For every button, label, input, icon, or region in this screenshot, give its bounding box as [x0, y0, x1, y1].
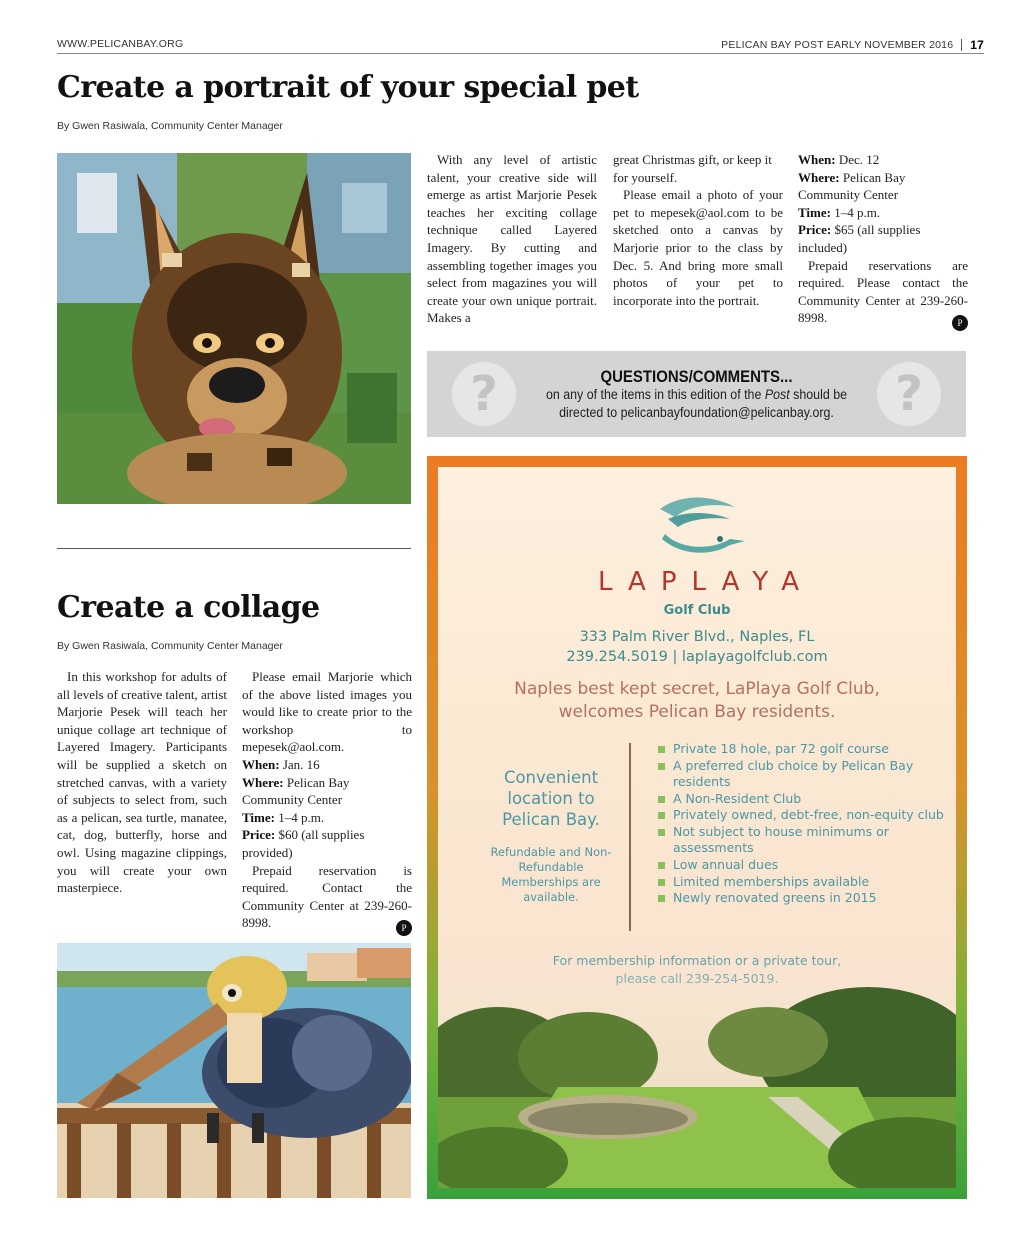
ad-feature-item: A preferred club choice by Pelican Bay residents: [658, 758, 956, 790]
header-publication: PELICAN BAY POST EARLY NOVEMBER 2016: [721, 39, 954, 51]
article2-col2-p1: Please email Marjorie which of the above listed images you would like to create prior to the workshop to mepesek@aol.com.: [242, 669, 412, 755]
article1-where: Where: Pelican Bay Community Center: [798, 169, 906, 203]
ad-tagline-1: Naples best kept secret, LaPlaya Golf Club,: [514, 679, 880, 699]
end-mark-icon: P: [952, 315, 968, 331]
dog-collage-svg: [57, 153, 411, 504]
ad-phone-website[interactable]: 239.254.5019 | laplayagolfclub.com: [566, 649, 828, 665]
ad-feature-item: Privately owned, debt-free, non-equity club: [658, 807, 956, 823]
ad-inner-panel: [438, 467, 956, 1188]
question-mark-icon: ?: [877, 362, 941, 426]
ad-feature-item: Limited memberships available: [658, 874, 956, 890]
ad-feature-item: Newly renovated greens in 2015: [658, 890, 956, 906]
article1-col3: [798, 151, 968, 331]
end-mark-icon: P: [396, 920, 412, 936]
article2-closing: Prepaid reservation is required. Contact the Community Center at 239-260-8998.: [242, 862, 412, 931]
article1-col2-p1: great Christmas gift, or keep it for yourself.: [613, 152, 772, 185]
header-rule: [57, 53, 984, 54]
article2-col1-text: In this workshop for adults of all levels of creative talent, artist Marjorie Pesek will teach her unique collage art technique of Layered Imagery. Participants will be supplied a sketch on stretched canvas, with a variety of subjects to select from, such as a pelican, sea turtle, manatee, cat, dog, butterfly, horse and owl. Using magazine clippings, you will create your own masterpiece.: [57, 669, 227, 896]
article2-col1: [57, 668, 227, 897]
article1-byline: By Gwen Rasiwala, Community Center Manager: [57, 120, 283, 132]
article1-col1-text: With any level of artistic talent, your creative side will emerge as artist Marjorie Pesek teaches her exciting collage technique called Layered Imagery. By cutting and assembling together images you select from magazines you will create your own unique portrait. Makes a: [427, 152, 597, 326]
questions-title: QUESTIONS/COMMENTS...: [600, 367, 793, 386]
article1-title: Create a portrait of your special pet: [57, 70, 639, 105]
ad-convenient-location: Convenient location to Pelican Bay.: [502, 768, 600, 829]
laplaya-advertisement[interactable]: [427, 456, 967, 1199]
header-website: WWW.PELICANBAY.ORG: [57, 38, 184, 50]
pelican-collage-svg: [57, 943, 411, 1198]
article1-col1: [427, 151, 597, 327]
ad-brand-name: LAPLAYA: [597, 567, 815, 597]
ad-refundable-note: Refundable and Non-Refundable Memberships are available.: [490, 845, 612, 904]
article2-byline: By Gwen Rasiwala, Community Center Manager: [57, 640, 283, 652]
question-mark-icon: ?: [452, 362, 516, 426]
article2-price: Price: $60 (all supplies provided): [242, 827, 365, 860]
article2-when: When: Jan. 16: [242, 756, 320, 772]
article2-where: Where: Pelican Bay Community Center: [242, 774, 350, 808]
ad-feature-list: [658, 741, 956, 907]
questions-line1: on any of the items in this edition of the Post should be: [545, 387, 848, 402]
article2-time: Time: 1–4 p.m.: [242, 809, 325, 825]
article1-closing: Prepaid reservations are required. Please contact the Community Center at 239-260-8998.: [798, 257, 968, 326]
ad-divider-line: [629, 743, 631, 931]
ad-brand-sub: Golf Club: [663, 603, 731, 618]
questions-email[interactable]: directed to pelicanbayfoundation@pelicanbay.org.: [559, 405, 834, 420]
ad-feature-item: Low annual dues: [658, 857, 956, 873]
article2-title: Create a collage: [57, 590, 320, 625]
article1-when: When: Dec. 12: [798, 152, 880, 167]
ad-address: 333 Palm River Blvd., Naples, FL: [579, 629, 815, 645]
header-right: [721, 38, 984, 52]
ad-tagline-2: welcomes Pelican Bay residents.: [558, 702, 836, 722]
article1-price: Price: $65 (all supplies included): [798, 222, 921, 255]
article1-col2-p2: Please email a photo of your pet to mepesek@aol.com to be sketched onto a canvas by Marjorie prior to the class by Dec. 5. And bring more small photos of your pet to incorporate into the portrait.: [613, 187, 783, 308]
article1-col2: [613, 151, 783, 309]
pelican-logo-icon: [650, 489, 750, 559]
ad-feature-item: A Non-Resident Club: [658, 791, 956, 807]
ad-feature-item: Private 18 hole, par 72 golf course: [658, 741, 956, 757]
ad-feature-item: Not subject to house minimums or assessments: [658, 824, 956, 856]
dog-collage-image: [57, 153, 411, 504]
article2-col2: [242, 668, 412, 936]
page-number: 17: [970, 38, 984, 52]
golf-course-photo: [438, 947, 956, 1188]
pelican-collage-image: [57, 943, 411, 1198]
article1-time: Time: 1–4 p.m.: [798, 204, 881, 220]
header-separator: [961, 39, 962, 51]
questions-comments-box: [427, 351, 966, 437]
section-divider: [57, 548, 411, 549]
